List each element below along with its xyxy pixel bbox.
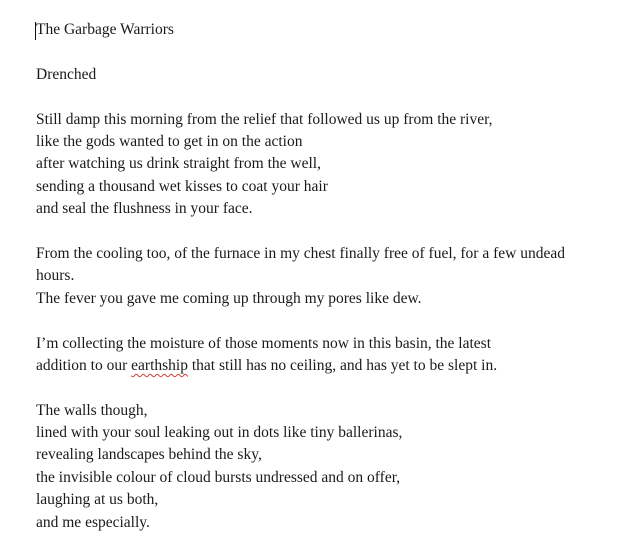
blank-line	[36, 41, 626, 63]
poem-line: the invisible colour of cloud bursts undressed and on offer,	[36, 468, 401, 486]
poem-line: lined with your soul leaking out in dots like tiny ballerinas,	[36, 424, 403, 442]
blank-line	[36, 310, 626, 332]
poem-title: Drenched	[36, 65, 97, 83]
text-segment: addition to our	[36, 356, 132, 374]
text-segment: that still has no ceiling, and has yet to be slept in.	[187, 356, 498, 374]
poem-line: laughing at us both,	[36, 491, 159, 509]
stanza-2	[36, 243, 626, 310]
poem-line: and me especially.	[36, 513, 150, 531]
poem-line: I’m collecting the moisture of those moments now in this basin, the latest	[36, 334, 492, 352]
poem-line	[36, 355, 626, 377]
blank-line	[36, 86, 626, 108]
stanza-3	[36, 333, 626, 378]
poem-line: revealing landscapes behind the sky,	[36, 446, 262, 464]
poem-line: after watching us drink straight from the well,	[36, 155, 321, 173]
poem-line: and seal the flushness in your face.	[36, 200, 253, 218]
poem-line: The walls though,	[36, 401, 148, 419]
poem-line: like the gods wanted to get in on the action	[36, 132, 303, 150]
poem-line: The fever you gave me coming up through my pores like dew.	[36, 289, 422, 307]
blank-line	[36, 221, 626, 243]
document-body[interactable]	[36, 19, 626, 534]
stanza-4	[36, 400, 626, 534]
poem-line: Still damp this morning from the relief that followed us up from the river,	[36, 110, 493, 128]
document-title: The Garbage Warriors	[36, 21, 174, 38]
poem-line: From the cooling too, of the furnace in my chest finally free of fuel, for a few undead hours.	[36, 244, 565, 285]
spellcheck-flagged-word[interactable]: earthship	[131, 356, 188, 374]
blank-line	[36, 377, 626, 399]
stanza-1	[36, 109, 626, 221]
poem-line: sending a thousand wet kisses to coat your hair	[36, 177, 328, 195]
